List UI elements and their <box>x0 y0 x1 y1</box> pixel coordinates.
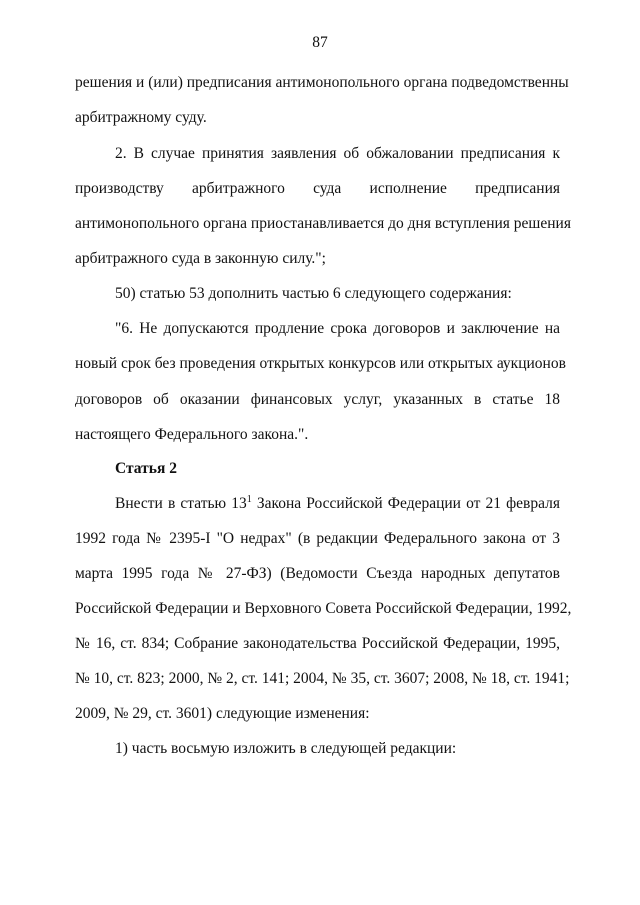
text-line: антимонопольного органа приостанавливается до дня вступления решения <box>75 215 571 232</box>
text-line: арбитражного суда в законную силу."; <box>75 250 326 267</box>
text-line: "6. Не допускаются продление срока договоров и заключение на <box>115 320 560 337</box>
text-line: Российской Федерации и Верховного Совета Российской Федерации, 1992, <box>75 600 572 617</box>
text-line: Внести в статью $13^1$ Закона Российской Федерации от 21 февраля <box>115 494 560 512</box>
text-line: арбитражному суду. <box>75 109 207 126</box>
section-heading: Статья 2 <box>115 460 177 477</box>
text-line: договоров об оказании финансовых услуг, указанных в статье 18 <box>75 391 560 408</box>
text-line: № 16, ст. 834; Собрание законодательства Российской Федерации, 1995, <box>75 635 560 652</box>
text-line: 2009, № 29, ст. 3601) следующие изменения: <box>75 705 370 722</box>
text-line: 1992 года № 2395-I "О недрах" (в редакции Федерального закона от 3 <box>75 530 560 547</box>
page-number: 87 <box>312 34 328 51</box>
text-line: новый срок без проведения открытых конкурсов или открытых аукционов <box>75 355 566 372</box>
text-line: производству арбитражного суда исполнение предписания <box>75 180 560 197</box>
text-line: решения и (или) предписания антимонопольного органа подведомственны <box>75 74 569 91</box>
text-line: 50) статью 53 дополнить частью 6 следующего содержания: <box>115 285 512 302</box>
text-line: марта 1995 года № 27-ФЗ) (Ведомости Съезда народных депутатов <box>75 565 560 582</box>
superscript: 1 <box>246 494 252 505</box>
text-line: настоящего Федерального закона.". <box>75 426 309 443</box>
text-line: № 10, ст. 823; 2000, № 2, ст. 141; 2004, № 35, ст. 3607; 2008, № 18, ст. 1941; <box>75 670 570 687</box>
text-line: 2. В случае принятия заявления об обжаловании предписания к <box>115 145 560 162</box>
text-line: 1) часть восьмую изложить в следующей редакции: <box>115 740 457 757</box>
